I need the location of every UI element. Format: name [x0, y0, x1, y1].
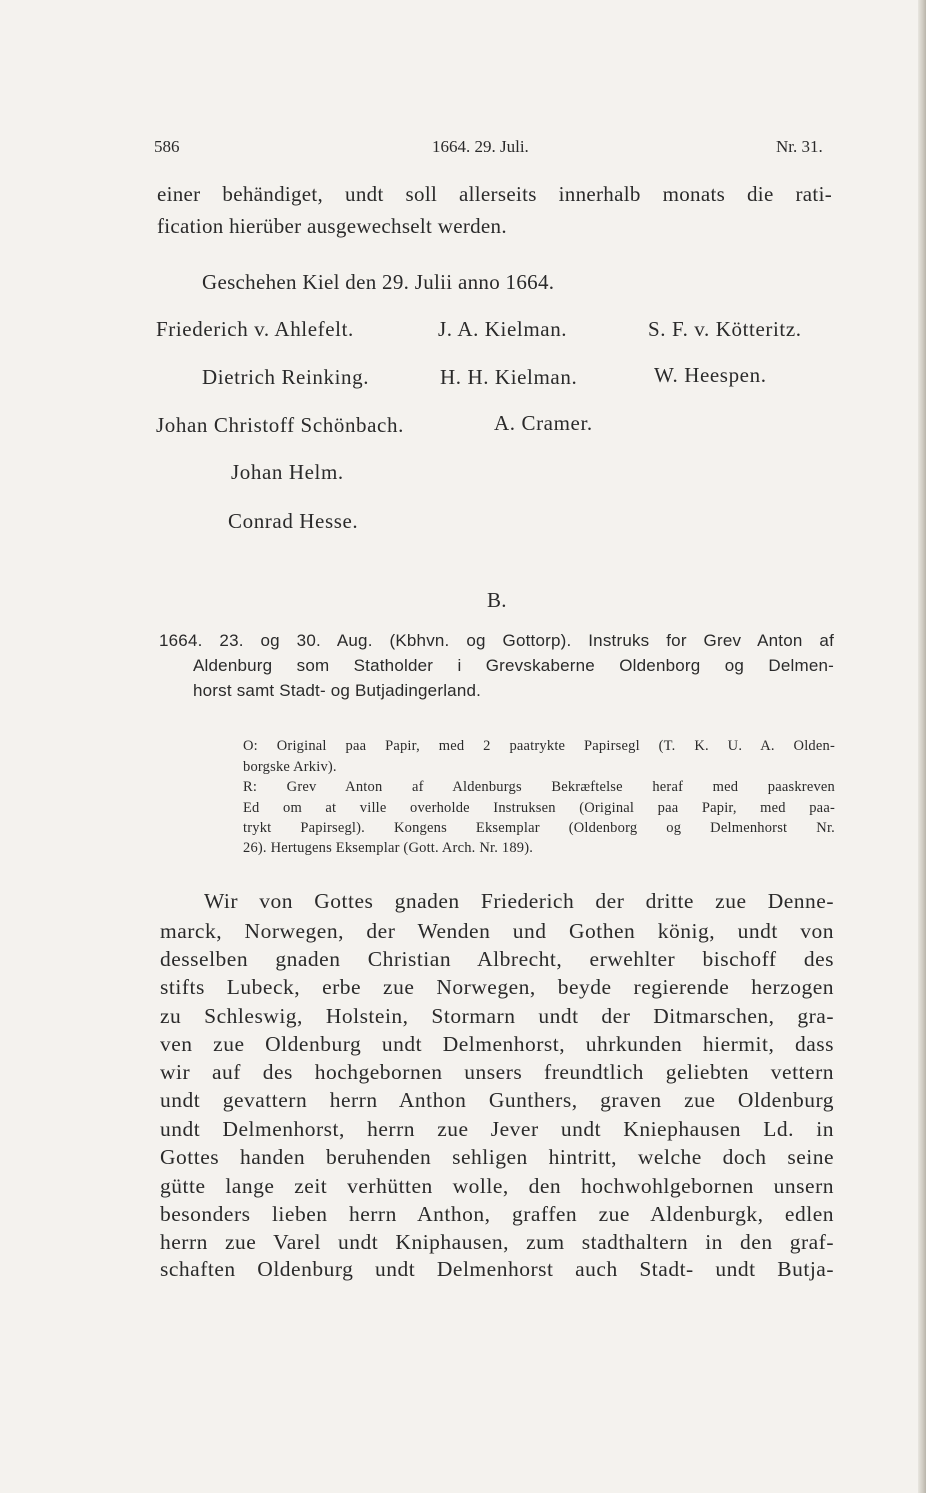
intro-line: fication hierüber ausgewechselt werden.	[157, 214, 507, 238]
main-text-line: herrn zue Varel undt Kniphausen, zum stadthaltern in den graf-	[160, 1230, 834, 1254]
closing-formula: Geschehen Kiel den 29. Julii anno 1664.	[202, 270, 555, 294]
regest-line: Aldenburg som Statholder i Grevskaberne Oldenborg og Delmen-	[193, 656, 834, 675]
main-text-line: Wir von Gottes gnaden Friederich der dritte zue Denne-	[204, 889, 834, 913]
header-date: 1664. 29. Juli.	[432, 137, 529, 156]
main-text-line: Gottes handen beruhenden sehligen hintritt, welche doch seine	[160, 1145, 834, 1169]
regest-line: 1664. 23. og 30. Aug. (Kbhvn. og Gottorp). Instruks for Grev Anton af	[159, 631, 834, 650]
signatory: Conrad Hesse.	[228, 509, 359, 533]
main-text-line: zu Schleswig, Holstein, Stormarn undt der Ditmarschen, gra-	[160, 1004, 834, 1028]
main-text-line: gütte lange zeit verhütten wolle, den hochwohlgebornen unsern	[160, 1174, 834, 1198]
document-number: Nr. 31.	[776, 137, 823, 156]
signatory: J. A. Kielman.	[438, 317, 568, 341]
signatory: Johan Helm.	[231, 460, 344, 484]
main-text-line: wir auf des hochgebornen unsers freundtlich geliebten vettern	[160, 1060, 834, 1084]
main-text-line: stifts Lubeck, erbe zue Norwegen, beyde regierende herzogen	[160, 975, 834, 999]
page-number: 586	[154, 137, 180, 156]
section-letter: B.	[487, 588, 507, 612]
regest-line: horst samt Stadt- og Butjadingerland.	[193, 681, 482, 700]
source-note-line: trykt Papirsegl). Kongens Eksemplar (Oldenborg og Delmenhorst Nr.	[243, 820, 835, 836]
main-text-line: marck, Norwegen, der Wenden und Gothen könig, undt von	[160, 919, 834, 943]
intro-line: einer behändiget, undt soll allerseits innerhalb monats die rati-	[157, 182, 832, 206]
page-edge-shadow	[918, 0, 926, 1493]
main-text-line: schaften Oldenburg undt Delmenhorst auch Stadt- undt Butja-	[160, 1257, 834, 1281]
signatory: Johan Christoff Schönbach.	[156, 413, 404, 437]
signatory: W. Heespen.	[654, 363, 767, 387]
source-note-line: O: Original paa Papir, med 2 paatrykte Papirsegl (T. K. U. A. Olden-	[243, 738, 835, 754]
signatory: Friederich v. Ahlefelt.	[156, 317, 354, 341]
signatory: S. F. v. Kötteritz.	[648, 317, 802, 341]
signatory: H. H. Kielman.	[440, 365, 578, 389]
main-text-line: ven zue Oldenburg undt Delmenhorst, uhrkunden hiermit, dass	[160, 1032, 834, 1056]
source-note-line: Ed om at ville overholde Instruksen (Original paa Papir, med paa-	[243, 800, 835, 816]
source-note-line: R: Grev Anton af Aldenburgs Bekræftelse heraf med paaskreven	[243, 779, 835, 795]
source-note-line: borgske Arkiv).	[243, 759, 337, 775]
main-text-line: undt Delmenhorst, herrn zue Jever undt Kniephausen Ld. in	[160, 1117, 834, 1141]
signatory: A. Cramer.	[494, 411, 593, 435]
source-note-line: 26). Hertugens Eksemplar (Gott. Arch. Nr. 189).	[243, 840, 534, 856]
main-text-line: desselben gnaden Christian Albrecht, erwehlter bischoff des	[160, 947, 834, 971]
main-text-line: besonders lieben herrn Anthon, graffen zue Aldenburgk, edlen	[160, 1202, 834, 1226]
signatory: Dietrich Reinking.	[202, 365, 370, 389]
main-text-line: undt gevattern herrn Anthon Gunthers, graven zue Oldenburg	[160, 1088, 834, 1112]
